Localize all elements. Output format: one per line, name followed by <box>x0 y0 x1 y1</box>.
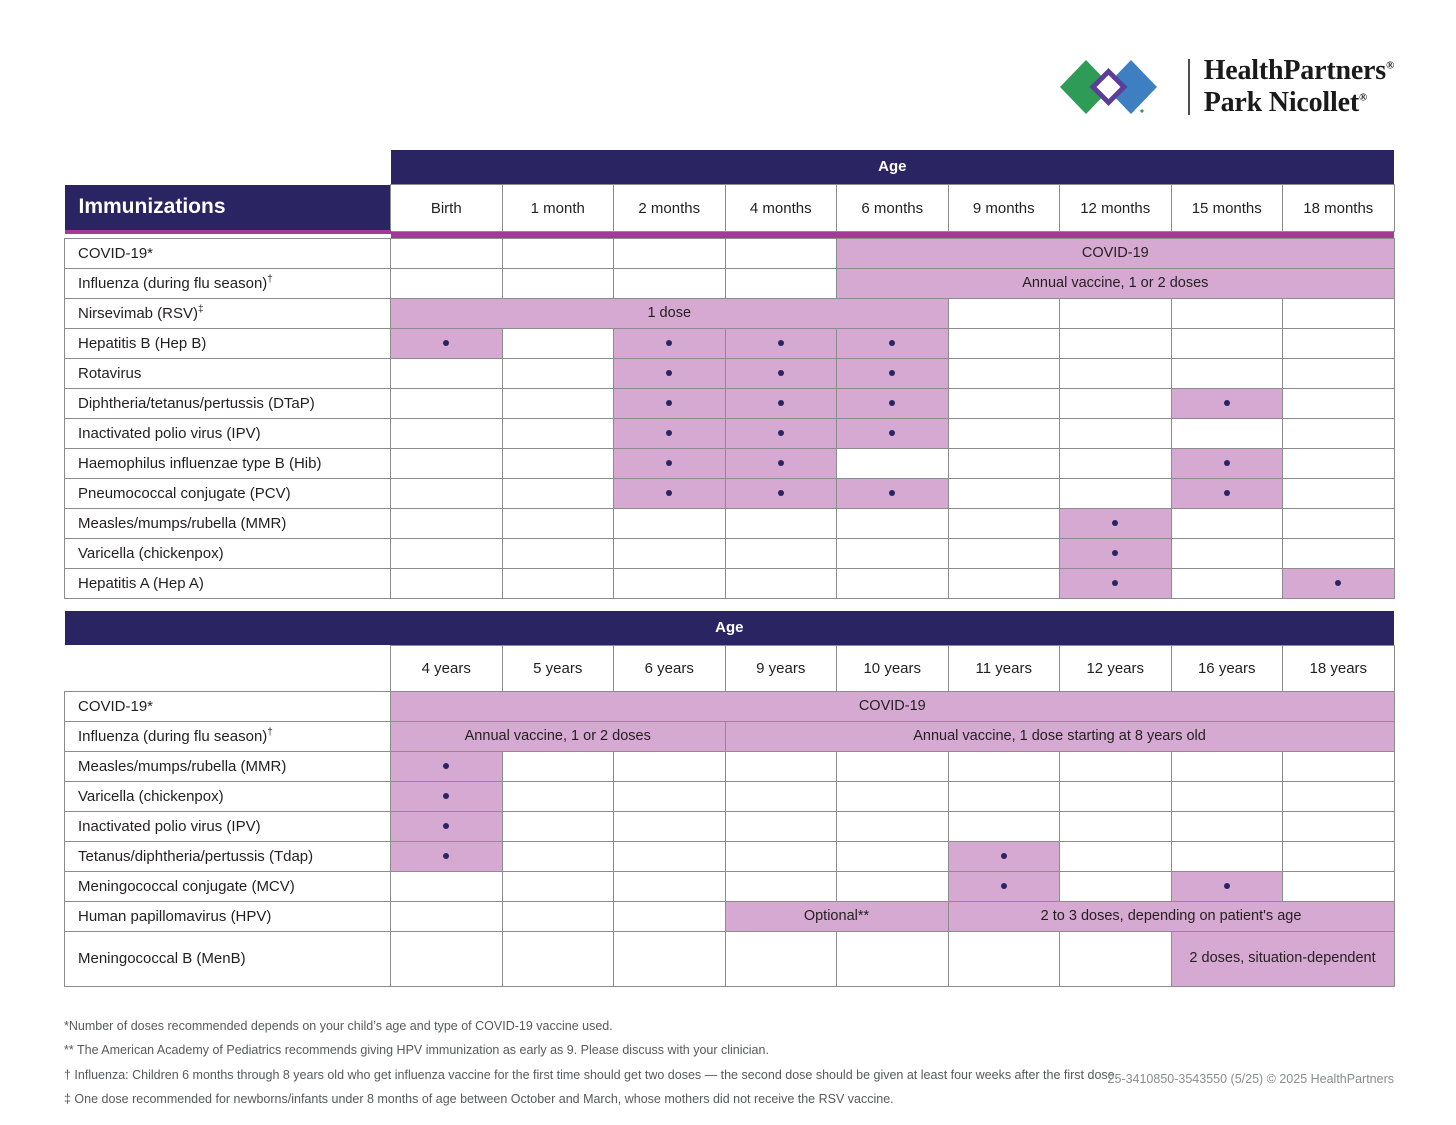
schedule-table-years <box>64 611 1395 987</box>
schedule-cell <box>614 931 726 986</box>
schedule-cell <box>837 448 949 478</box>
schedule-cell <box>1171 358 1283 388</box>
schedule-cell <box>837 841 949 871</box>
row-label-hepatitis-b-hep-b: Hepatitis B (Hep B) <box>65 328 391 358</box>
schedule-cell <box>1171 538 1283 568</box>
schedule-cell <box>391 871 503 901</box>
dose-dot-cell <box>1171 478 1283 508</box>
healthpartners-diamond-logo-icon <box>1056 56 1174 118</box>
column-header-6-months: 6 months <box>837 185 949 232</box>
dose-dot-cell <box>725 448 837 478</box>
table-row <box>65 418 1395 448</box>
dose-dot-cell <box>837 358 949 388</box>
schedule-cell <box>948 538 1060 568</box>
row-label-human-papillomavirus-hpv: Human papillomavirus (HPV) <box>65 901 391 931</box>
table-row <box>65 691 1395 721</box>
schedule-cell <box>502 841 614 871</box>
schedule-cell <box>725 871 837 901</box>
row-label-varicella-chickenpox: Varicella (chickenpox) <box>65 538 391 568</box>
schedule-cell <box>614 871 726 901</box>
schedule-cell <box>725 841 837 871</box>
schedule-table-years-body <box>65 611 1395 692</box>
dose-dot-cell <box>614 418 726 448</box>
brand-logo <box>1056 55 1394 119</box>
schedule-cell <box>725 238 837 268</box>
schedule-cell <box>725 508 837 538</box>
table-row <box>65 811 1395 841</box>
schedule-rows-years <box>65 691 1395 986</box>
row-label-meningococcal-b-menb: Meningococcal B (MenB) <box>65 931 391 986</box>
schedule-cell <box>614 811 726 841</box>
dose-dot-cell <box>614 328 726 358</box>
column-header-9-months: 9 months <box>948 185 1060 232</box>
registered-mark-1: ® <box>1385 59 1394 72</box>
dose-dot-cell <box>1060 538 1172 568</box>
table-row <box>65 901 1395 931</box>
schedule-cell <box>1060 751 1172 781</box>
schedule-cell <box>502 811 614 841</box>
schedule-note-cell: 2 doses, situation-dependent <box>1171 931 1394 986</box>
table-row <box>65 478 1395 508</box>
schedule-cell <box>1283 478 1395 508</box>
dose-dot-cell <box>391 781 503 811</box>
schedule-cell <box>1060 781 1172 811</box>
schedule-cell <box>1283 508 1395 538</box>
schedule-cell <box>725 781 837 811</box>
schedule-cell <box>614 268 726 298</box>
schedule-cell <box>1060 418 1172 448</box>
dose-dot-cell <box>1171 871 1283 901</box>
schedule-cell <box>1060 931 1172 986</box>
dose-dot-cell <box>948 841 1060 871</box>
column-header-11-years: 11 years <box>948 645 1060 691</box>
schedule-cell <box>837 811 949 841</box>
table-row <box>65 781 1395 811</box>
dose-dot-cell <box>837 418 949 448</box>
schedule-cell <box>837 751 949 781</box>
dose-dot-cell <box>725 328 837 358</box>
dose-dot-cell <box>614 478 726 508</box>
row-label-nirsevimab-rsv: Nirsevimab (RSV)‡ <box>65 298 391 328</box>
logo-brand-line-2: Park Nicollet <box>1203 86 1359 118</box>
column-header-18-months: 18 months <box>1283 185 1395 232</box>
schedule-cell <box>837 781 949 811</box>
column-header-18-years: 18 years <box>1283 645 1395 691</box>
table-row <box>65 751 1395 781</box>
schedule-cell <box>725 811 837 841</box>
dose-dot-cell <box>391 811 503 841</box>
schedule-cell <box>502 358 614 388</box>
row-label-diphtheria-tetanus-pertussis-dtap: Diphtheria/tetanus/pertussis (DTaP) <box>65 388 391 418</box>
schedule-cell <box>1060 871 1172 901</box>
schedule-cell <box>1060 448 1172 478</box>
footnote-2: ** The American Academy of Pediatrics recommends giving HPV immunization as early as 9. Please discuss with your clinician. <box>64 1043 769 1058</box>
table-row <box>65 358 1395 388</box>
footnote-1: *Number of doses recommended depends on your child’s age and type of COVID-19 vaccine used. <box>64 1019 613 1033</box>
row-label-pneumococcal-conjugate-pcv: Pneumococcal conjugate (PCV) <box>65 478 391 508</box>
schedule-cell <box>948 931 1060 986</box>
schedule-cell <box>948 328 1060 358</box>
table-row <box>65 268 1395 298</box>
dose-dot-cell <box>837 478 949 508</box>
logo-brand-line-1: HealthPartners <box>1203 55 1386 86</box>
column-header-6-years: 6 years <box>614 645 726 691</box>
schedule-cell <box>1283 358 1395 388</box>
row-label-measles-mumps-rubella-mmr: Measles/mumps/rubella (MMR) <box>65 751 391 781</box>
schedule-cell <box>391 568 503 598</box>
schedule-cell <box>391 358 503 388</box>
immunizations-header-blank <box>65 645 391 691</box>
table-row <box>65 238 1395 268</box>
row-label-inactivated-polio-virus-ipv: Inactivated polio virus (IPV) <box>65 811 391 841</box>
schedule-cell <box>502 871 614 901</box>
column-header-4-years: 4 years <box>391 645 503 691</box>
schedule-cell <box>614 901 726 931</box>
column-header-15-months: 15 months <box>1171 185 1283 232</box>
schedule-cell <box>725 751 837 781</box>
footnote-3: † Influenza: Children 6 months through 8 years old who get influenza vaccine for the first time should get two doses — the second dose should be given at least four weeks after the first dose. <box>64 1067 1119 1082</box>
dose-dot-cell <box>1060 508 1172 538</box>
schedule-cell <box>391 268 503 298</box>
schedule-cell <box>725 568 837 598</box>
row-label-meningococcal-conjugate-mcv: Meningococcal conjugate (MCV) <box>65 871 391 901</box>
dose-dot-cell <box>1283 568 1395 598</box>
immunizations-header: Immunizations <box>65 185 391 232</box>
schedule-cell <box>391 388 503 418</box>
schedule-cell <box>502 448 614 478</box>
schedule-cell <box>614 568 726 598</box>
schedule-cell <box>614 238 726 268</box>
dose-dot-cell <box>725 388 837 418</box>
schedule-cell <box>391 931 503 986</box>
age-banner-months: Age <box>391 150 1395 185</box>
row-label-haemophilus-influenzae-type-b-hib: Haemophilus influenzae type B (Hib) <box>65 448 391 478</box>
schedule-cell <box>1283 811 1395 841</box>
dose-dot-cell <box>614 358 726 388</box>
schedule-note-cell: Annual vaccine, 1 dose starting at 8 years old <box>725 721 1394 751</box>
column-header-1-month: 1 month <box>502 185 614 232</box>
table-row <box>65 448 1395 478</box>
immunization-schedule <box>64 150 1394 987</box>
footnote-4: ‡ One dose recommended for newborns/infants under 8 months of age between October and March, whose mothers did not receive the RSV vaccine. <box>64 1092 894 1107</box>
schedule-cell <box>391 448 503 478</box>
schedule-cell <box>837 568 949 598</box>
column-header-12-months: 12 months <box>1060 185 1172 232</box>
schedule-table-months-body <box>65 150 1395 238</box>
logo-divider <box>1188 59 1190 115</box>
table-row <box>65 871 1395 901</box>
dose-dot-cell <box>1171 388 1283 418</box>
table-row <box>65 841 1395 871</box>
schedule-cell <box>948 298 1060 328</box>
column-header-2-months: 2 months <box>614 185 726 232</box>
row-label-rotavirus: Rotavirus <box>65 358 391 388</box>
schedule-cell <box>391 508 503 538</box>
row-label-hepatitis-a-hep-a: Hepatitis A (Hep A) <box>65 568 391 598</box>
schedule-cell <box>502 268 614 298</box>
table-row <box>65 568 1395 598</box>
schedule-cell <box>502 238 614 268</box>
schedule-cell <box>391 478 503 508</box>
dose-dot-cell <box>725 358 837 388</box>
schedule-cell <box>1283 418 1395 448</box>
logo-wordmark <box>1204 55 1394 119</box>
schedule-cell <box>948 568 1060 598</box>
schedule-cell <box>948 751 1060 781</box>
schedule-cell <box>391 418 503 448</box>
table-row <box>65 388 1395 418</box>
schedule-cell <box>1171 568 1283 598</box>
dose-dot-cell <box>391 751 503 781</box>
banner-spacer-months <box>65 150 391 185</box>
schedule-cell <box>725 538 837 568</box>
schedule-cell <box>948 811 1060 841</box>
schedule-cell <box>1283 871 1395 901</box>
schedule-cell <box>948 388 1060 418</box>
schedule-note-cell: Optional** <box>725 901 948 931</box>
schedule-cell <box>502 931 614 986</box>
row-label-tetanus-diphtheria-pertussis-tdap: Tetanus/diphtheria/pertussis (Tdap) <box>65 841 391 871</box>
schedule-cell <box>614 781 726 811</box>
dose-dot-cell <box>1060 568 1172 598</box>
dose-dot-cell <box>837 388 949 418</box>
schedule-cell <box>391 538 503 568</box>
column-header-birth: Birth <box>391 185 503 232</box>
table-row <box>65 721 1395 751</box>
schedule-cell <box>502 478 614 508</box>
schedule-cell <box>948 418 1060 448</box>
column-header-row-years <box>65 645 1395 691</box>
column-header-10-years: 10 years <box>837 645 949 691</box>
schedule-cell <box>1060 358 1172 388</box>
schedule-cell <box>1283 388 1395 418</box>
schedule-cell <box>1283 298 1395 328</box>
schedule-cell <box>1060 811 1172 841</box>
row-label-inactivated-polio-virus-ipv: Inactivated polio virus (IPV) <box>65 418 391 448</box>
schedule-cell <box>1283 538 1395 568</box>
schedule-cell <box>502 568 614 598</box>
schedule-cell <box>1171 841 1283 871</box>
schedule-cell <box>1171 751 1283 781</box>
schedule-cell <box>391 238 503 268</box>
schedule-cell <box>502 418 614 448</box>
schedule-cell <box>1171 298 1283 328</box>
dose-dot-cell <box>391 328 503 358</box>
column-header-16-years: 16 years <box>1171 645 1283 691</box>
table-row <box>65 508 1395 538</box>
schedule-cell <box>502 538 614 568</box>
column-header-4-months: 4 months <box>725 185 837 232</box>
schedule-cell <box>502 781 614 811</box>
schedule-cell <box>1060 478 1172 508</box>
dose-dot-cell <box>614 388 726 418</box>
schedule-cell <box>502 901 614 931</box>
schedule-cell <box>614 508 726 538</box>
age-banner-row-years <box>65 611 1395 646</box>
schedule-cell <box>502 328 614 358</box>
schedule-cell <box>502 388 614 418</box>
schedule-cell <box>948 358 1060 388</box>
schedule-note-cell: Annual vaccine, 1 or 2 doses <box>837 268 1395 298</box>
schedule-cell <box>1171 781 1283 811</box>
schedule-cell <box>948 478 1060 508</box>
dose-dot-cell <box>614 448 726 478</box>
schedule-cell <box>948 781 1060 811</box>
schedule-cell <box>1283 448 1395 478</box>
schedule-cell <box>614 751 726 781</box>
schedule-cell <box>837 871 949 901</box>
schedule-cell <box>1060 841 1172 871</box>
schedule-cell <box>614 538 726 568</box>
schedule-cell <box>1283 751 1395 781</box>
dose-dot-cell <box>837 328 949 358</box>
row-label-measles-mumps-rubella-mmr: Measles/mumps/rubella (MMR) <box>65 508 391 538</box>
schedule-cell <box>948 508 1060 538</box>
dose-dot-cell <box>725 478 837 508</box>
schedule-cell <box>1060 328 1172 358</box>
row-label-varicella-chickenpox: Varicella (chickenpox) <box>65 781 391 811</box>
schedule-cell <box>1171 328 1283 358</box>
row-label-influenza-during-flu-season: Influenza (during flu season)† <box>65 721 391 751</box>
schedule-cell <box>391 901 503 931</box>
footnotes-block <box>64 1014 1204 1112</box>
age-banner-years: Age <box>65 611 1395 646</box>
schedule-note-cell: 2 to 3 doses, depending on patient's age <box>948 901 1394 931</box>
schedule-cell <box>1060 388 1172 418</box>
schedule-table-months <box>64 150 1395 599</box>
schedule-note-cell: COVID-19 <box>391 691 1395 721</box>
document-code: 25-3410850-3543550 (5/25) © 2025 HealthPartners <box>1107 1072 1394 1086</box>
column-header-5-years: 5 years <box>502 645 614 691</box>
schedule-cell <box>1171 418 1283 448</box>
dose-dot-cell <box>948 871 1060 901</box>
dose-dot-cell <box>1171 448 1283 478</box>
registered-mark-2: ® <box>1358 91 1367 104</box>
dose-dot-cell <box>391 841 503 871</box>
schedule-cell <box>1171 811 1283 841</box>
dose-dot-cell <box>725 418 837 448</box>
row-label-covid-19: COVID-19* <box>65 691 391 721</box>
age-banner-row-months <box>65 150 1395 185</box>
schedule-cell <box>725 268 837 298</box>
schedule-cell <box>1283 328 1395 358</box>
schedule-cell <box>837 508 949 538</box>
schedule-note-cell: COVID-19 <box>837 238 1395 268</box>
schedule-cell <box>614 841 726 871</box>
table-row <box>65 328 1395 358</box>
schedule-note-cell: Annual vaccine, 1 or 2 doses <box>391 721 726 751</box>
column-header-row-months <box>65 185 1395 232</box>
schedule-note-cell: 1 dose <box>391 298 949 328</box>
table-row <box>65 298 1395 328</box>
schedule-cell <box>837 931 949 986</box>
schedule-cell <box>1171 508 1283 538</box>
row-label-covid-19: COVID-19* <box>65 238 391 268</box>
table-row <box>65 931 1395 986</box>
schedule-cell <box>502 508 614 538</box>
schedule-cell <box>1283 841 1395 871</box>
schedule-cell <box>1283 781 1395 811</box>
schedule-cell <box>725 931 837 986</box>
table-row <box>65 538 1395 568</box>
schedule-rows-months <box>65 238 1395 598</box>
schedule-cell <box>502 751 614 781</box>
schedule-cell <box>1060 298 1172 328</box>
column-header-9-years: 9 years <box>725 645 837 691</box>
column-header-12-years: 12 years <box>1060 645 1172 691</box>
schedule-cell <box>837 538 949 568</box>
schedule-cell <box>948 448 1060 478</box>
row-label-influenza-during-flu-season: Influenza (during flu season)† <box>65 268 391 298</box>
